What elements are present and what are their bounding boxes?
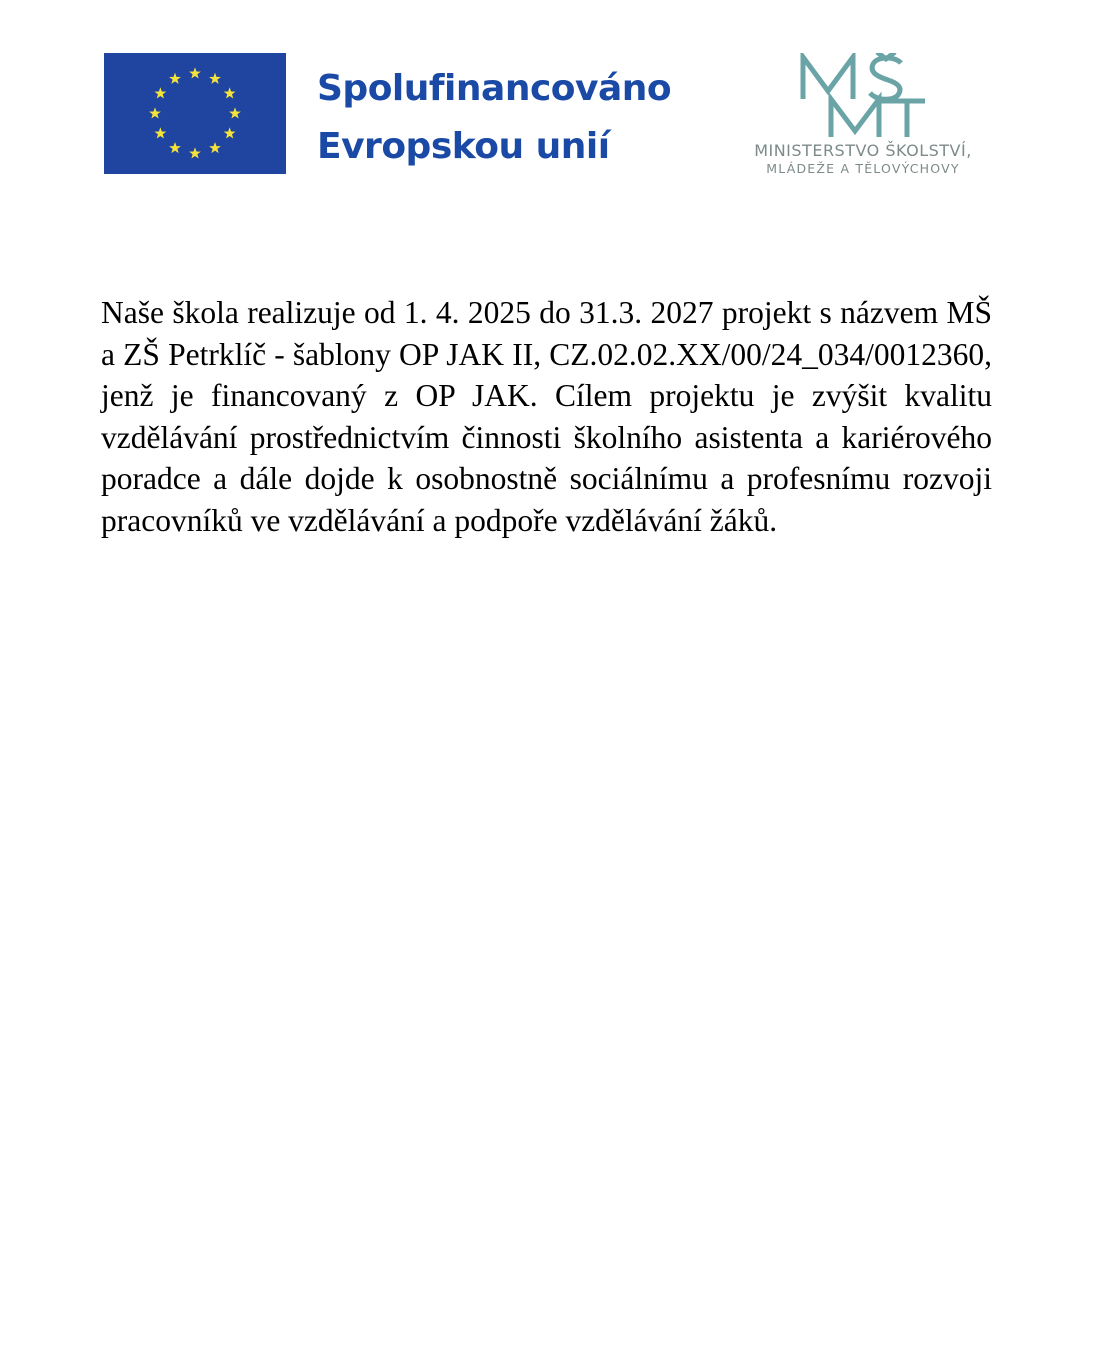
eu-cofinanced-label [317, 60, 697, 176]
ministry-name [726, 141, 1000, 177]
msmt-logo-icon [797, 53, 929, 139]
ministry-name-line1: MINISTERSTVO ŠKOLSTVÍ, [754, 141, 972, 160]
project-description: Naše škola realizuje od 1. 4. 2025 do 31.3. 2027 projekt s názvem MŠ a ZŠ Petrklíč - šablony OP JAK II, CZ.02.02.XX/00/24_034/0012360, jenž je financovaný z OP JAK. Cílem projektu je zvýšit kvalitu vzdělávání prostřednictvím činnosti školního asistenta a kariérového poradce a dále dojde k osobnostně sociálnímu a profesnímu rozvoji pracovníků ve vzdělávání a podpoře vzdělávání žáků. [101, 295, 992, 538]
eu-label-line1: Spolufinancováno [317, 68, 672, 109]
eu-label-line2: Evropskou unií [317, 126, 610, 167]
eu-flag-icon [104, 53, 286, 174]
ministry-name-line2: MLÁDEŽE A TĚLOVÝCHOVY [766, 161, 960, 176]
